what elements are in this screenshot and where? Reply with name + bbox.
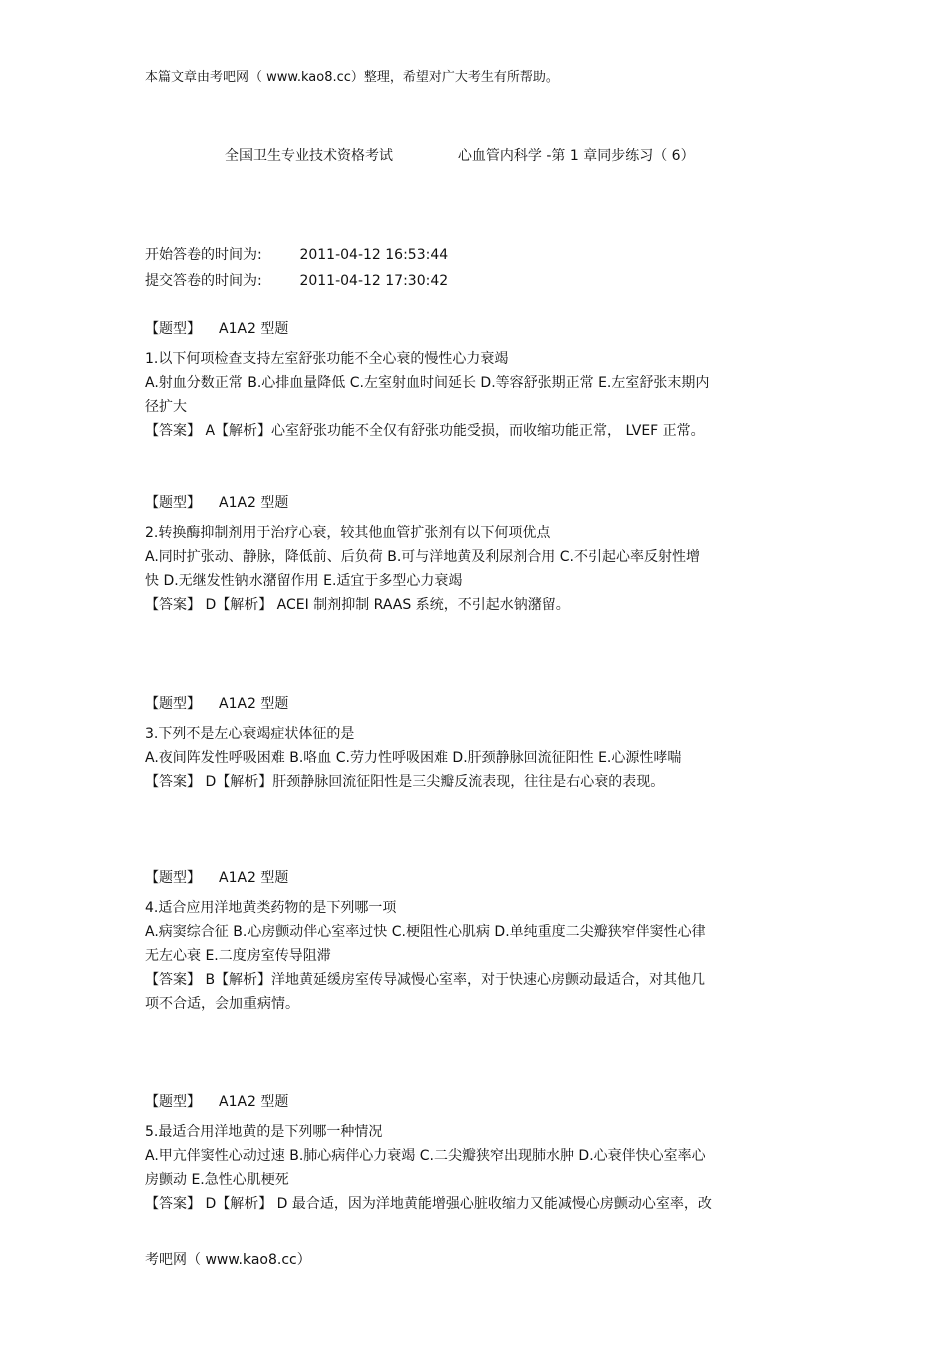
question-1 [145, 317, 805, 443]
question-type-label: 【题型】 [145, 870, 201, 886]
question-type-value: A1A2 型题 [219, 1094, 289, 1110]
question-type-label: 【题型】 [145, 321, 201, 337]
question-stem: 4.适合应用洋地黄类药物的是下列哪一项 [145, 900, 397, 916]
question-options: A.夜间阵发性呼吸困难 B.咯血 C.劳力性呼吸困难 D.肝颈静脉回流征阳性 E.心源性哮喘 [145, 750, 682, 766]
question-type-label: 【题型】 [145, 495, 201, 511]
question-stem: 1.以下何项检查支持左室舒张功能不全心衰的慢性心力衰竭 [145, 351, 509, 367]
question-answer: 【答案】 B【解析】洋地黄延缓房室传导减慢心室率，对于快速心房颤动最适合，对其他几 [145, 972, 706, 988]
question-type-value: A1A2 型题 [219, 321, 289, 337]
question-options: A.甲亢伴窦性心动过速 B.肺心病伴心力衰竭 C.二尖瓣狭窄出现肺水肿 D.心衰伴快心室率心 [145, 1148, 706, 1164]
start-time-row [145, 244, 448, 264]
submit-time-value: 2011-04-12 17:30:42 [299, 273, 449, 289]
question-type [145, 317, 805, 341]
question-stem: 2.转换酶抑制剂用于治疗心衰，较其他血管扩张剂有以下何项优点 [145, 525, 551, 541]
question-type-value: A1A2 型题 [219, 870, 289, 886]
question-answer: 【答案】 A【解析】心室舒张功能不全仅有舒张功能受损，而收缩功能正常， LVEF 正常。 [145, 423, 705, 439]
question-options: 径扩大 [145, 399, 187, 415]
question-type-label: 【题型】 [145, 1094, 201, 1110]
question-2 [145, 491, 805, 617]
question-answer: 【答案】 D【解析】 D 最合适，因为洋地黄能增强心脏收缩力又能减慢心房颤动心室率，改 [145, 1196, 712, 1212]
question-4 [145, 866, 805, 1016]
submit-time-row [145, 270, 448, 290]
question-stem: 5.最适合用洋地黄的是下列哪一种情况 [145, 1124, 383, 1140]
question-options: 无左心衰 E.二度房室传导阻滞 [145, 948, 331, 964]
question-options: 房颤动 E.急性心肌梗死 [145, 1172, 289, 1188]
question-answer: 【答案】 D【解析】肝颈静脉回流征阳性是三尖瓣反流表现，往往是右心衰的表现。 [145, 774, 665, 790]
question-type-value: A1A2 型题 [219, 696, 289, 712]
question-type [145, 1090, 805, 1114]
question-stem: 3.下列不是左心衰竭症状体征的是 [145, 726, 355, 742]
question-type [145, 491, 805, 515]
start-time-value: 2011-04-12 16:53:44 [299, 247, 449, 263]
question-type [145, 692, 805, 716]
footer: 考吧网（ www.kao8.cc） [145, 1252, 311, 1268]
question-type-label: 【题型】 [145, 696, 201, 712]
question-type [145, 866, 805, 890]
doc-title-exam: 全国卫生专业技术资格考试 [225, 148, 393, 164]
doc-title-subject: 心血管内科学 -第 1 章同步练习（ 6） [457, 148, 695, 164]
header-note: 本篇文章由考吧网（ www.kao8.cc）整理，希望对广大考生有所帮助。 [145, 70, 559, 85]
question-options: A.病窦综合征 B.心房颤动伴心室率过快 C.梗阻性心肌病 D.单纯重度二尖瓣狭窄伴窦性心律 [145, 924, 706, 940]
start-time-label: 开始答卷的时间为: [145, 247, 262, 263]
question-options: 快 D.无继发性钠水潴留作用 E.适宜于多型心力衰竭 [145, 573, 463, 589]
submit-time-label: 提交答卷的时间为: [145, 273, 262, 289]
question-options: A.同时扩张动、静脉，降低前、后负荷 B.可与洋地黄及利尿剂合用 C.不引起心率反射性增 [145, 549, 700, 565]
question-options: A.射血分数正常 B.心排血量降低 C.左室射血时间延长 D.等容舒张期正常 E.左室舒张末期内 [145, 375, 710, 391]
question-3 [145, 692, 805, 794]
doc-title [225, 145, 695, 165]
question-answer: 项不合适，会加重病情。 [145, 996, 299, 1012]
question-answer: 【答案】 D【解析】 ACEI 制剂抑制 RAAS 系统，不引起水钠潴留。 [145, 597, 570, 613]
question-type-value: A1A2 型题 [219, 495, 289, 511]
question-5 [145, 1090, 805, 1216]
